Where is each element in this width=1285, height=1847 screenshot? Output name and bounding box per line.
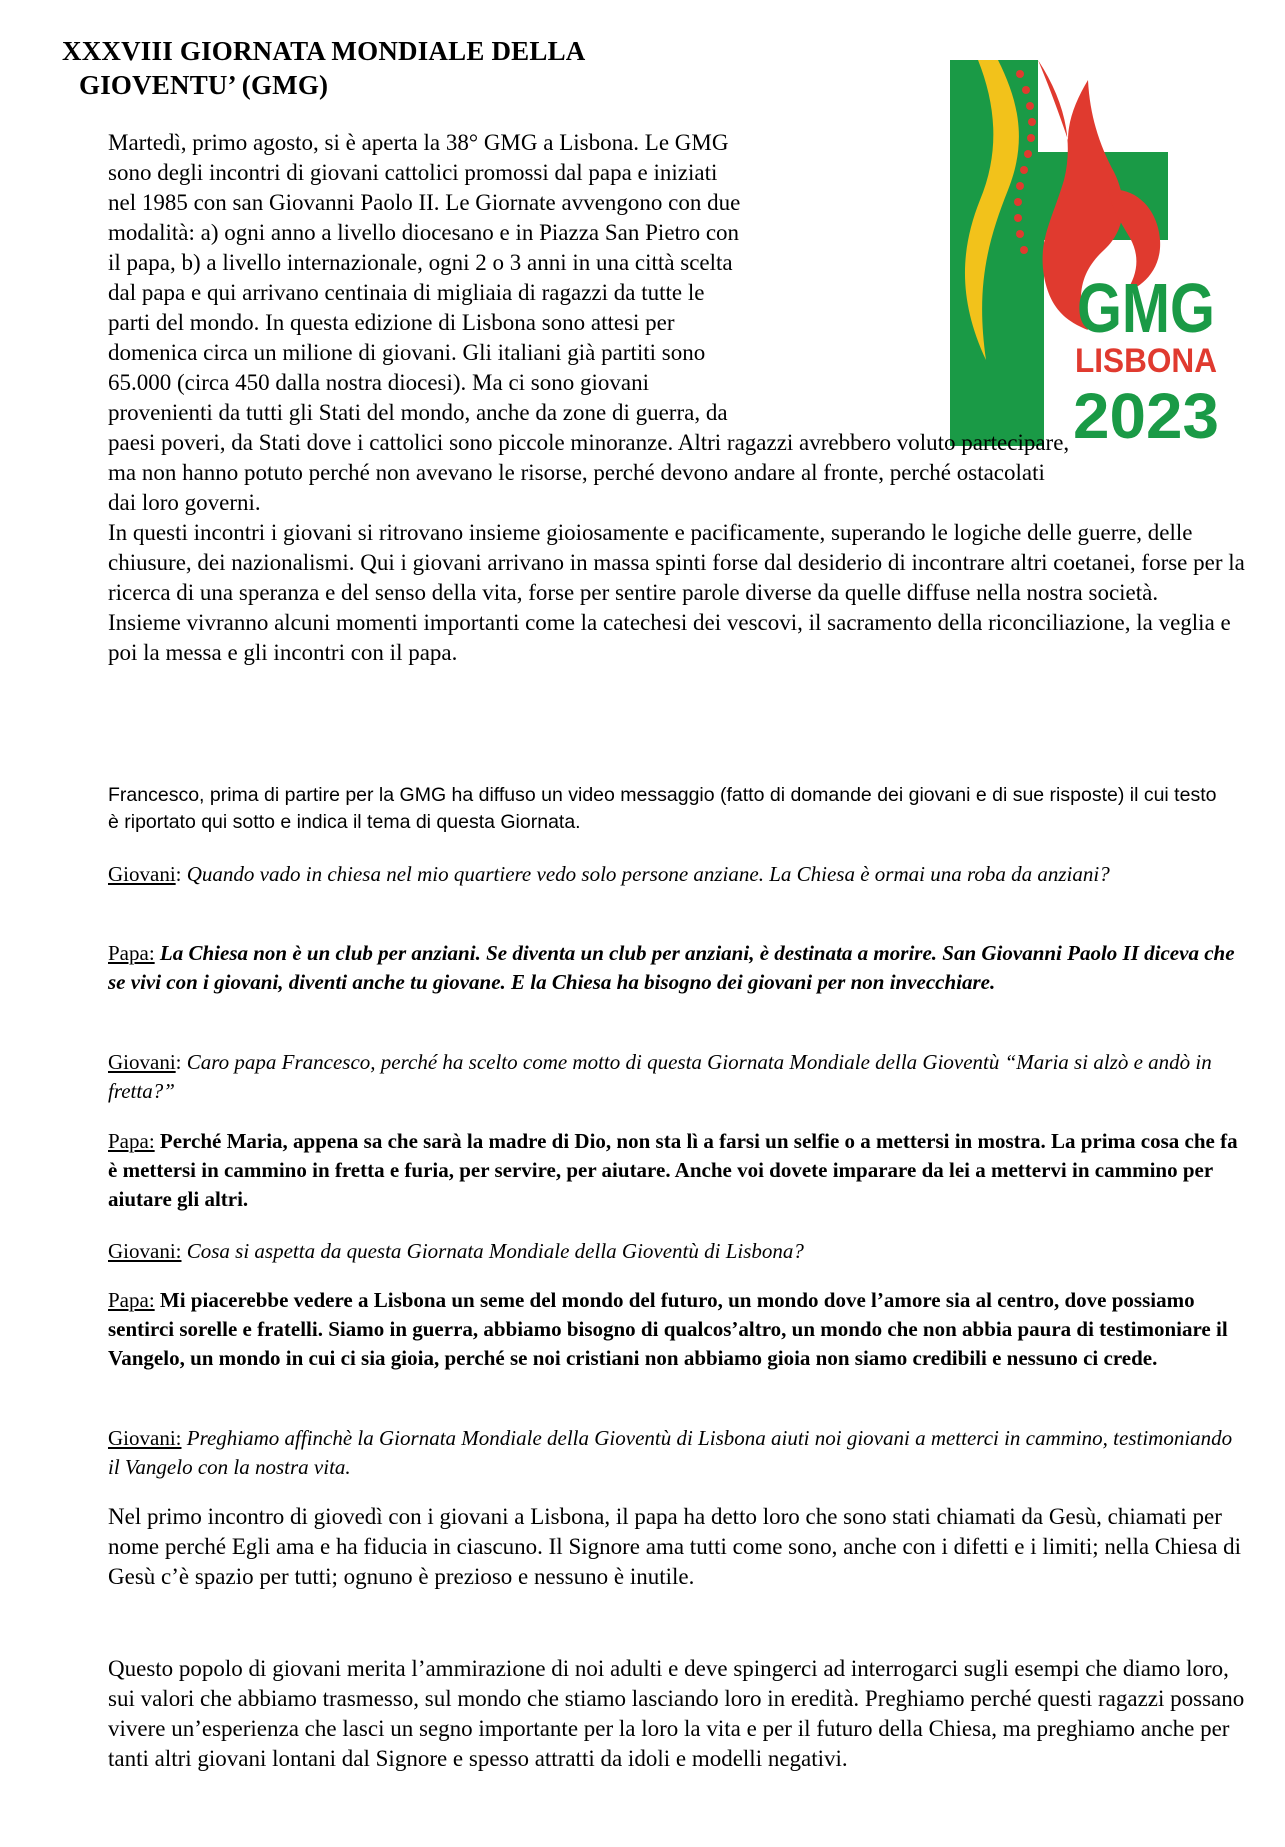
qa-speaker: Giovani: <box>108 1426 182 1450</box>
logo-lisbona-text: LISBONA <box>1075 342 1217 380</box>
qa-item <box>108 1237 1248 1266</box>
intro-line: il papa, b) a livello internazionale, ogni 2 o 3 anni in una città scelta <box>108 250 733 275</box>
qa-speaker: Giovani <box>108 862 176 886</box>
intro-line: provenienti da tutti gli Stati del mondo, anche da zone di guerra, da <box>108 400 728 425</box>
qa-question: Caro papa Francesco, perché ha scelto come motto di questa Giornata Mondiale della Gioventù “Maria si alzò e andò in fretta?” <box>108 1050 1212 1103</box>
closing-paragraph-2: Questo popolo di giovani merita l’ammirazione di noi adulti e deve spingerci ad interrogarci sugli esempi che diamo loro, sui valori che abbiamo trasmesso, sul mondo che stiamo lasciando loro in eredità. Preghiamo perché questi ragazzi possano vivere un’esperienza che lasci un segno importante per la loro la vita e per il futuro della Chiesa, ma preghiamo anche per tanti altri giovani lontani dal Signore e spesso attratti da idoli e modelli negativi. <box>108 1656 1245 1771</box>
intro-line: sono degli incontri di giovani cattolici promossi dal papa e iniziati <box>108 160 718 185</box>
qa-separator: : <box>175 862 187 886</box>
intro-line: paesi poveri, da Stati dove i cattolici sono piccole minoranze. Altri ragazzi avrebbero voluto partecipare, <box>108 430 1070 455</box>
intro-line: Martedì, primo agosto, si è aperta la 38° GMG a Lisbona. Le GMG <box>108 130 729 155</box>
intro-line: modalità: a) ogni anno a livello diocesano e in Piazza San Pietro con <box>108 220 740 245</box>
qa-item <box>108 1424 1248 1482</box>
qa-speaker: Papa: <box>108 1288 155 1312</box>
video-message-note: Francesco, prima di partire per la GMG ha diffuso un video messaggio (fatto di domande dei giovani e di sue risposte) il cui testo è riportato qui sotto e indica il tema di questa Giornata. <box>108 784 1217 833</box>
intro-line: dai loro governi. <box>108 490 261 515</box>
qa-answer: Mi piacerebbe vedere a Lisbona un seme del mondo del futuro, un mondo dove l’amore sia al centro, dove possiamo sentirci sorelle e fratelli. Siamo in guerra, abbiamo bisogno di qualcos’altro, un mondo che non abbia paura di testimoniare il Vangelo, un mondo in cui ci sia gioia, perché se noi cristiani non abbiamo gioia non siamo credibili e nessuno ci crede. <box>108 1288 1228 1370</box>
logo-year-text: 2023 <box>1073 380 1219 446</box>
qa-item <box>108 939 1248 997</box>
qa-item <box>108 1127 1248 1214</box>
intro-paragraph-2: In questi incontri i giovani si ritrovano insieme gioiosamente e pacificamente, superando le logiche delle guerre, delle chiusure, dei nazionalismi. Qui i giovani arrivano in massa spinti forse dal desiderio di incontrare altri coetanei, forse per la ricerca di una speranza e del senso della vita, forse per sentire parole diverse da quelle diffuse nella nostra società. <box>108 520 1245 605</box>
intro-section <box>108 128 1256 668</box>
intro-line: domenica circa un milione di giovani. Gli italiani già partiti sono <box>108 340 706 365</box>
qa-speaker: Giovani: <box>108 1239 182 1263</box>
intro-line: nel 1985 con san Giovanni Paolo II. Le Giornate avvengono con due <box>108 190 741 215</box>
title-line-2: GIOVENTU’ (GMG) <box>79 70 329 100</box>
qa-question: Preghiamo affinchè la Giornata Mondiale della Gioventù di Lisbona aiuti noi giovani a metterci in cammino, testimoniando il Vangelo con la nostra vita. <box>108 1426 1233 1479</box>
qa-speaker: Papa: <box>108 1129 155 1153</box>
qa-question: Cosa si aspetta da questa Giornata Mondiale della Gioventù di Lisbona? <box>186 1239 804 1263</box>
qa-question: Quando vado in chiesa nel mio quartiere vedo solo persone anziane. La Chiesa è ormai una roba da anziani? <box>186 862 1110 886</box>
logo-gmg-text: GMG <box>1077 269 1215 347</box>
intro-line: dal papa e qui arrivano centinaia di migliaia di ragazzi da tutte le <box>108 280 705 305</box>
intro-line: 65.000 (circa 450 dalla nostra diocesi). Ma ci sono giovani <box>108 370 649 395</box>
qa-answer: Perché Maria, appena sa che sarà la madre di Dio, non sta lì a farsi un selfie o a mettersi in mostra. La prima cosa che fa è mettersi in cammino in fretta e furia, per servire, per aiutare. Anche voi dovete imparare da lei a mettervi in cammino per aiutare gli altri. <box>108 1129 1238 1211</box>
intro-paragraph-1 <box>108 128 1256 518</box>
intro-paragraph-3: Insieme vivranno alcuni momenti importanti come la catechesi dei vescovi, il sacramento della riconciliazione, la veglia e poi la messa e gli incontri con il papa. <box>108 610 1231 665</box>
qa-item <box>108 1286 1248 1373</box>
intro-line: parti del mondo. In questa edizione di Lisbona sono attesi per <box>108 310 675 335</box>
intro-line: ma non hanno potuto perché non avevano le risorse, perché devono andare al fronte, perché ostacolati <box>108 460 1045 485</box>
closing-paragraph-1: Nel primo incontro di giovedì con i giovani a Lisbona, il papa ha detto loro che sono stati chiamati da Gesù, chiamati per nome perché Egli ama e ha fiducia in ciascuno. Il Signore ama tutti come sono, anche con i difetti e i limiti; nella Chiesa di Gesù c’è spazio per tutti; ognuno è prezioso e nessuno è inutile. <box>108 1504 1242 1589</box>
qa-item <box>108 1048 1248 1106</box>
qa-speaker: Papa: <box>108 941 155 965</box>
qa-speaker: Giovani <box>108 1050 176 1074</box>
qa-answer: La Chiesa non è un club per anziani. Se diventa un club per anziani, è destinata a morire. San Giovanni Paolo II diceva che se vivi con i giovani, diventi anche tu giovane. E la Chiesa ha bisogno dei giovani per non invecchiare. <box>108 941 1235 994</box>
page-title <box>62 34 586 102</box>
qa-item <box>108 860 1248 889</box>
title-line-1: XXXVIII GIORNATA MONDIALE DELLA <box>62 36 586 66</box>
qa-separator: : <box>175 1050 187 1074</box>
